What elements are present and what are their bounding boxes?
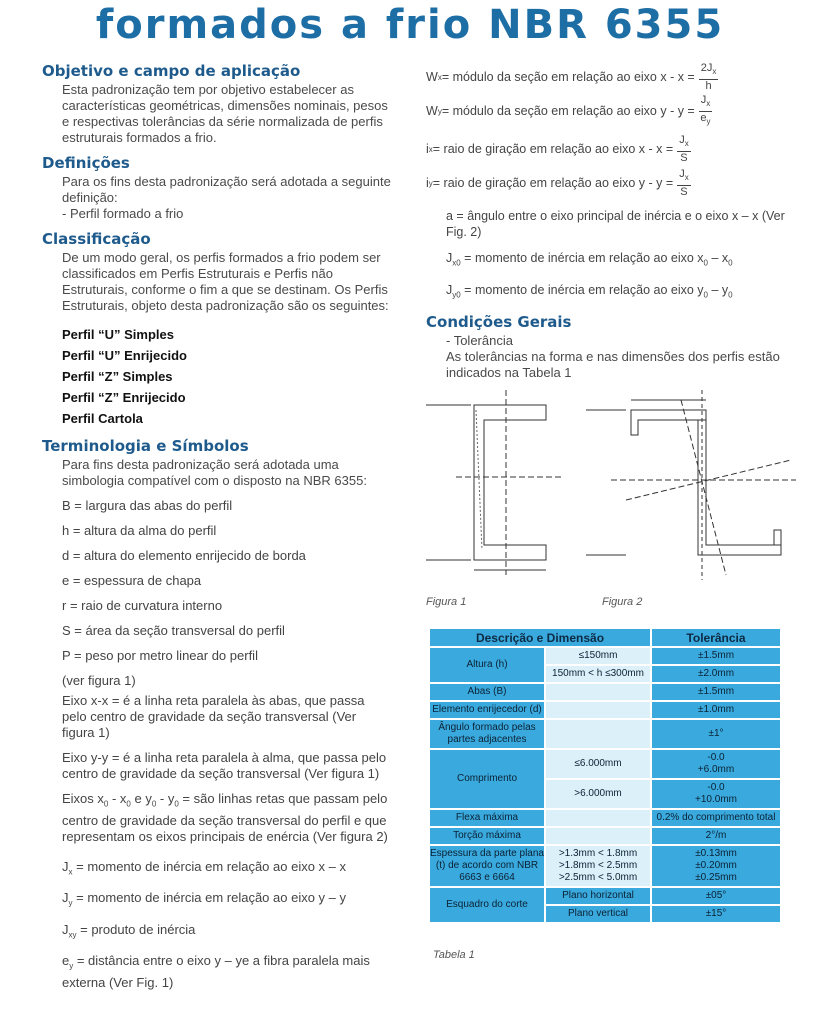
table-row xyxy=(430,720,780,748)
profile-item: Perfil “Z” Enrijecido xyxy=(62,390,186,405)
heading-objetivo: Objetivo e campo de aplicação xyxy=(42,62,301,80)
symbol-h: h = altura da alma do perfil xyxy=(62,523,217,538)
table-row xyxy=(430,750,780,778)
table-row xyxy=(430,846,780,886)
cell-enrijecedor: Elemento enrijecedor (d) xyxy=(430,702,544,718)
table-caption: Tabela 1 xyxy=(433,949,475,961)
cell-enrijecedor-tol: ±1.0mm xyxy=(652,702,780,718)
page-title: formados a frio NBR 6355 xyxy=(95,2,725,48)
cell-alt2: 150mm < h ≤300mm xyxy=(546,666,650,682)
profile-item: Perfil “Z” Simples xyxy=(62,369,173,384)
cell-flexa-tol: 0.2% do comprimento total xyxy=(652,810,780,826)
symbol-b: B = largura das abas do perfil xyxy=(62,498,233,513)
heading-condicoes: Condições Gerais xyxy=(426,313,572,331)
profile-item: Perfil “U” Simples xyxy=(62,327,174,342)
heading-terminologia: Terminologia e Símbolos xyxy=(42,437,249,455)
cell-plano-v: Plano vertical xyxy=(546,906,650,922)
figures xyxy=(426,380,806,615)
axis-yy: Eixo y-y = é a linha reta paralela à alma, que passa pelo centro de gravidade da seção transversal (Ver figura 1) xyxy=(62,750,387,781)
symbol-ey: $e_y$ = distância entre o eixo y – ye a fibra paralela mais externa (Ver Fig. 1) xyxy=(62,953,370,990)
symbol-d: d = altura do elemento enrijecido de borda xyxy=(62,548,306,563)
section-definicoes xyxy=(42,154,392,222)
left-column xyxy=(42,62,392,999)
figure-2-z-profile xyxy=(586,390,796,580)
cell-espessura: Espessura da parte plana (t) de acordo com NBR 6663 e 6664 xyxy=(430,846,544,886)
figure-1-caption: Figura 1 xyxy=(426,596,467,608)
symbol-r: r = raio de curvatura interno xyxy=(62,598,223,613)
formula-wx: W x = módulo da seção em relação ao eixo x - x = $\frac{2J_x}{h}$ xyxy=(426,62,717,92)
cell-alt1: ≤150mm xyxy=(546,648,650,664)
symbol-p: P = peso por metro linear do perfil xyxy=(62,648,258,663)
profile-list xyxy=(42,324,392,429)
formula-iy: i y = raio de giração em relação ao eixo y - y = $\frac{J_x}{S}$ xyxy=(426,168,689,198)
cell-empty xyxy=(546,702,650,718)
symbol-jxy: $J_{xy}$ = produto de inércia xyxy=(62,921,196,940)
cell-flexa: Flexa máxima xyxy=(430,810,544,826)
cell-altura: Altura (h) xyxy=(430,648,544,682)
profile-drawings xyxy=(426,380,806,600)
cell-plano-h-tol: ±05° xyxy=(652,888,780,904)
table-row xyxy=(430,888,780,904)
cell-angulo: Ângulo formado pelas partes adjacentes xyxy=(430,720,544,748)
section-objetivo xyxy=(42,62,392,146)
cell-plano-h: Plano horizontal xyxy=(546,888,650,904)
cell-alt2-tol: ±2.0mm xyxy=(652,666,780,682)
cell-torcao-tol: 2°/m xyxy=(652,828,780,844)
tolerancia-label: - Tolerância xyxy=(446,333,513,348)
formula-wy: W y = módulo da seção em relação ao eixo y - y = $\frac{J_x}{e_y}$ xyxy=(426,94,711,126)
table-row xyxy=(430,810,780,826)
table-header-descricao: Descrição e Dimensão xyxy=(430,629,650,646)
formula-ix: i x = raio de giração em relação ao eixo x - x = $\frac{J_x}{S}$ xyxy=(426,134,689,164)
symbol-jx: $J_x$ = momento de inércia em relação ao eixo x – x xyxy=(62,858,347,877)
section-classificacao xyxy=(42,230,392,429)
cell-alt1-tol: ±1.5mm xyxy=(652,648,780,664)
right-column xyxy=(426,60,796,381)
symbol-jx0: $J_{x0}$ = momento de inércia em relação ao eixo $x_0 - x_0$ xyxy=(446,251,733,268)
cell-esp-tol: ±0.13mm ±0.20mm ±0.25mm xyxy=(652,846,780,886)
profile-item: Perfil Cartola xyxy=(62,411,143,426)
table-row xyxy=(430,684,780,700)
cell-comprimento: Comprimento xyxy=(430,750,544,808)
cell-c1: ≤6.000mm xyxy=(546,750,650,778)
table-row xyxy=(430,702,780,718)
section-terminologia xyxy=(42,437,392,991)
cell-empty xyxy=(546,684,650,700)
cell-c1-tol: -0.0 +6.0mm xyxy=(652,750,780,778)
tolerance-table xyxy=(428,627,782,924)
symbol-e: e = espessura de chapa xyxy=(62,573,202,588)
table-row xyxy=(430,828,780,844)
table-header-tolerancia: Tolerância xyxy=(652,629,780,646)
definicoes-item: - Perfil formado a frio xyxy=(62,206,184,221)
symbol-jy0: $J_{y0}$ = momento de inércia em relação ao eixo $y_0 - y_0$ xyxy=(446,282,733,299)
objetivo-text: Esta padronização tem por objetivo estabelecer as características geométricas, dimensões nominais, pesos e respectivas tolerâncias da série normalizada de perfis estruturais formados a frio. xyxy=(62,82,388,145)
symbol-a: a = ângulo entre o eixo principal de inércia e o eixo x – x (Ver Fig. 2) xyxy=(446,209,785,239)
cell-esquadro: Esquadro do corte xyxy=(430,888,544,922)
table-header-row xyxy=(430,629,780,646)
cell-abas: Abas (B) xyxy=(430,684,544,700)
terminologia-text: Para fins desta padronização será adotada uma simbologia compatível com o disposto na NBR 6355: xyxy=(62,457,367,488)
cell-angulo-tol: ±1° xyxy=(652,720,780,748)
cell-empty xyxy=(546,828,650,844)
cell-empty xyxy=(546,810,650,826)
profile-item: Perfil “U” Enrijecido xyxy=(62,348,187,363)
figure-2-caption: Figura 2 xyxy=(602,596,643,608)
heading-definicoes: Definições xyxy=(42,154,130,172)
symbol-ref: (ver figura 1) xyxy=(62,673,136,688)
table-row xyxy=(430,648,780,664)
symbol-s: S = área da seção transversal do perfil xyxy=(62,623,285,638)
axis-principal: Eixos $x_0 - x_0$ e $y_0 - y_0$ = são linhas retas que passam pelo centro de gravidade da seção transversal do perfil e que representam os eixos principais de enércia (Ver figura 2) xyxy=(62,791,388,844)
symbol-jy: $J_y$ = momento de inércia em relação ao eixo y – y xyxy=(62,890,347,908)
definicoes-text: Para os fins desta padronização será adotada a seguinte definição: xyxy=(62,174,391,205)
cell-torcao: Torção máxima xyxy=(430,828,544,844)
classificacao-text: De um modo geral, os perfis formados a frio podem ser classificados em Perfis Estruturais e Perfis não Estruturais, conforme o fim a que se destinam. Os Perfis Estruturais, objeto desta padronização são os seguintes: xyxy=(62,250,389,313)
cell-empty xyxy=(546,720,650,748)
tolerancia-text: As tolerâncias na forma e nas dimensões dos perfis estão indicados na Tabela 1 xyxy=(446,349,780,380)
cell-c2-tol: -0.0 +10.0mm xyxy=(652,780,780,808)
axis-xx: Eixo x-x = é a linha reta paralela às abas, que passa pelo centro de gravidade da seção transversal (Ver figura 1) xyxy=(62,693,365,740)
heading-classificacao: Classificação xyxy=(42,230,151,248)
cell-c2: >6.000mm xyxy=(546,780,650,808)
cell-esp-values: >1.3mm < 1.8mm >1.8mm < 2.5mm >2.5mm < 5.0mm xyxy=(546,846,650,886)
cell-abas-tol: ±1.5mm xyxy=(652,684,780,700)
figure-1-u-profile xyxy=(426,390,561,575)
cell-plano-v-tol: ±15° xyxy=(652,906,780,922)
